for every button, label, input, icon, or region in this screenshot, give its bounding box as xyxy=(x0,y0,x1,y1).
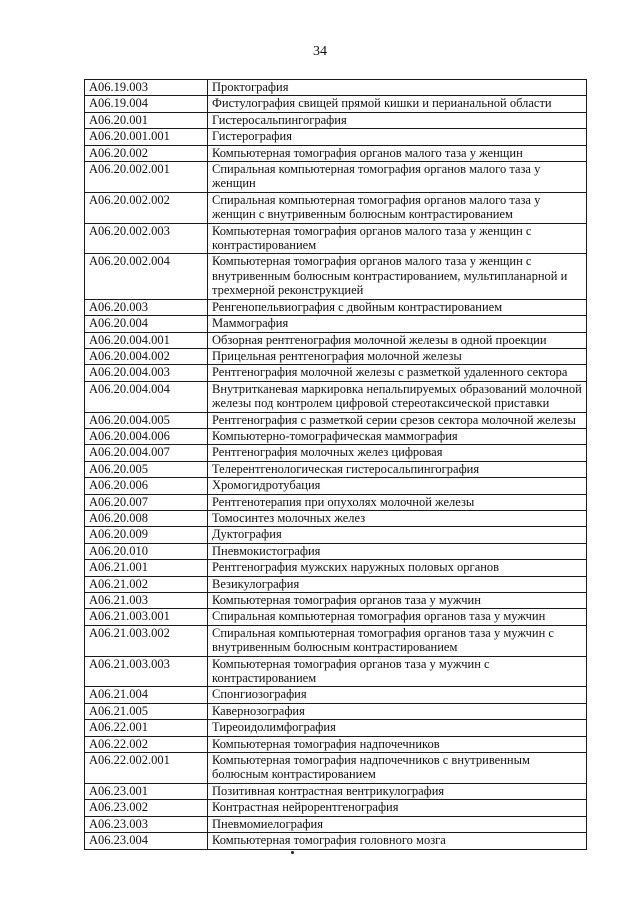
table-row xyxy=(85,736,587,752)
table-row xyxy=(85,129,587,145)
procedure-code: A06.20.004.006 xyxy=(85,428,208,444)
procedure-code: A06.20.004.003 xyxy=(85,365,208,381)
table-row xyxy=(85,687,587,703)
table-row xyxy=(85,461,587,477)
procedure-name: Пневмокистография xyxy=(208,543,587,559)
table-row xyxy=(85,656,587,687)
procedure-name: Спиральная компьютерная томография органов малого таза у женщин с внутривенным болюсным контрастированием xyxy=(208,192,587,223)
table-row xyxy=(85,428,587,444)
procedure-name: Проктография xyxy=(208,80,587,96)
table-row xyxy=(85,412,587,428)
table-row xyxy=(85,816,587,832)
procedure-name: Позитивная контрастная вентрикулография xyxy=(208,783,587,799)
procedure-code: A06.21.003.001 xyxy=(85,609,208,625)
procedure-code: A06.21.005 xyxy=(85,703,208,719)
procedure-name: Компьютерная томография органов малого таза у женщин с внутривенным болюсным контрастированием, мультипланарной и трехмерной реконструкцией xyxy=(208,254,587,299)
table-row xyxy=(85,316,587,332)
procedure-code: A06.20.004 xyxy=(85,316,208,332)
procedure-name: Спиральная компьютерная томография органов таза у мужчин с внутривенным болюсным контрастированием xyxy=(208,625,587,656)
procedure-code: A06.20.004.005 xyxy=(85,412,208,428)
procedure-name: Контрастная нейрорентгенография xyxy=(208,800,587,816)
procedure-name: Везикулография xyxy=(208,576,587,592)
procedure-code: A06.20.003 xyxy=(85,299,208,315)
procedure-name: Компьютерная томография надпочечников с внутривенным болюсным контрастированием xyxy=(208,753,587,784)
procedure-name: Компьютерно-томографическая маммография xyxy=(208,428,587,444)
procedure-code: A06.20.002.001 xyxy=(85,162,208,193)
procedure-code: A06.21.002 xyxy=(85,576,208,592)
scan-dot xyxy=(291,851,294,854)
procedure-name: Рентгенография мужских наружных половых органов xyxy=(208,560,587,576)
table-row xyxy=(85,192,587,223)
table-row xyxy=(85,112,587,128)
procedure-code: A06.23.004 xyxy=(85,833,208,849)
procedure-code: A06.20.001.001 xyxy=(85,129,208,145)
procedure-code: A06.23.002 xyxy=(85,800,208,816)
procedure-name: Гистеросальпингография xyxy=(208,112,587,128)
procedure-name: Спиральная компьютерная томография органов малого таза у женщин xyxy=(208,162,587,193)
table-row xyxy=(85,800,587,816)
procedure-code: A06.20.002.002 xyxy=(85,192,208,223)
table-row xyxy=(85,560,587,576)
table-row xyxy=(85,720,587,736)
procedure-code: A06.22.002.001 xyxy=(85,753,208,784)
procedure-name: Компьютерная томография головного мозга xyxy=(208,833,587,849)
table-body xyxy=(85,80,587,850)
procedure-name: Ренгенопельвиография с двойным контрастированием xyxy=(208,299,587,315)
table-row xyxy=(85,576,587,592)
table-row xyxy=(85,593,587,609)
table-row xyxy=(85,609,587,625)
procedure-name: Рентгенотерапия при опухолях молочной железы xyxy=(208,494,587,510)
procedure-code: A06.20.009 xyxy=(85,527,208,543)
table-row xyxy=(85,162,587,193)
procedure-code: A06.20.002.004 xyxy=(85,254,208,299)
table-row xyxy=(85,145,587,161)
procedure-code: A06.20.008 xyxy=(85,510,208,526)
table-row xyxy=(85,348,587,364)
procedure-code: A06.22.002 xyxy=(85,736,208,752)
procedure-name: Маммография xyxy=(208,316,587,332)
procedure-name: Спонгиозография xyxy=(208,687,587,703)
table-row xyxy=(85,365,587,381)
table-row xyxy=(85,494,587,510)
table-row xyxy=(85,445,587,461)
procedure-code: A06.20.010 xyxy=(85,543,208,559)
table-row xyxy=(85,543,587,559)
procedure-code: A06.20.004.004 xyxy=(85,381,208,412)
procedure-name: Гистерография xyxy=(208,129,587,145)
procedure-code: A06.21.004 xyxy=(85,687,208,703)
procedure-code: A06.20.004.007 xyxy=(85,445,208,461)
procedure-name: Компьютерная томография органов таза у мужчин с контрастированием xyxy=(208,656,587,687)
procedure-name: Компьютерная томография органов малого таза у женщин xyxy=(208,145,587,161)
table-row xyxy=(85,299,587,315)
table-row xyxy=(85,96,587,112)
procedure-name: Телерентгенологическая гистеросальпингография xyxy=(208,461,587,477)
procedure-code: A06.19.003 xyxy=(85,80,208,96)
table-row xyxy=(85,703,587,719)
procedure-name: Компьютерная томография органов малого таза у женщин с контрастированием xyxy=(208,223,587,254)
procedure-code: A06.20.006 xyxy=(85,478,208,494)
procedure-code: A06.21.003.003 xyxy=(85,656,208,687)
page-number: 34 xyxy=(313,44,327,59)
table-row xyxy=(85,833,587,849)
procedure-code: A06.21.003.002 xyxy=(85,625,208,656)
table-row xyxy=(85,381,587,412)
procedure-name: Хромогидротубация xyxy=(208,478,587,494)
procedure-name: Компьютерная томография надпочечников xyxy=(208,736,587,752)
procedure-code: A06.21.001 xyxy=(85,560,208,576)
procedure-code: A06.20.001 xyxy=(85,112,208,128)
procedure-name: Прицельная рентгенография молочной железы xyxy=(208,348,587,364)
procedure-name: Томосинтез молочных желез xyxy=(208,510,587,526)
procedure-code: A06.19.004 xyxy=(85,96,208,112)
table-row xyxy=(85,332,587,348)
table-row xyxy=(85,510,587,526)
procedure-name: Компьютерная томография органов таза у мужчин xyxy=(208,593,587,609)
procedure-name: Фистулография свищей прямой кишки и перианальной области xyxy=(208,96,587,112)
table-row xyxy=(85,478,587,494)
procedure-name: Кавернозография xyxy=(208,703,587,719)
procedure-name: Рентгенография молочной железы с разметкой удаленного сектора xyxy=(208,365,587,381)
table-row xyxy=(85,254,587,299)
procedure-code: A06.20.007 xyxy=(85,494,208,510)
procedure-name: Спиральная компьютерная томография органов таза у мужчин xyxy=(208,609,587,625)
procedure-name: Пневмомиелография xyxy=(208,816,587,832)
procedure-code: A06.20.005 xyxy=(85,461,208,477)
procedure-name: Тиреоидолимфография xyxy=(208,720,587,736)
procedure-code: A06.20.004.001 xyxy=(85,332,208,348)
table-row xyxy=(85,223,587,254)
procedures-table xyxy=(84,79,587,850)
procedure-code: A06.20.002.003 xyxy=(85,223,208,254)
table-row xyxy=(85,783,587,799)
procedure-name: Внутритканевая маркировка непальпируемых образований молочной железы под контролем цифровой стереотаксической приставки xyxy=(208,381,587,412)
table-row xyxy=(85,625,587,656)
procedure-name: Рентгенография молочных желез цифровая xyxy=(208,445,587,461)
table-row xyxy=(85,80,587,96)
procedure-code: A06.20.004.002 xyxy=(85,348,208,364)
procedure-code: A06.23.003 xyxy=(85,816,208,832)
table-row xyxy=(85,753,587,784)
table-row xyxy=(85,527,587,543)
procedure-name: Обзорная рентгенография молочной железы в одной проекции xyxy=(208,332,587,348)
procedure-name: Рентгенография с разметкой серии срезов сектора молочной железы xyxy=(208,412,587,428)
procedure-code: A06.21.003 xyxy=(85,593,208,609)
procedure-name: Дуктография xyxy=(208,527,587,543)
procedure-code: A06.23.001 xyxy=(85,783,208,799)
procedure-code: A06.20.002 xyxy=(85,145,208,161)
procedure-code: A06.22.001 xyxy=(85,720,208,736)
